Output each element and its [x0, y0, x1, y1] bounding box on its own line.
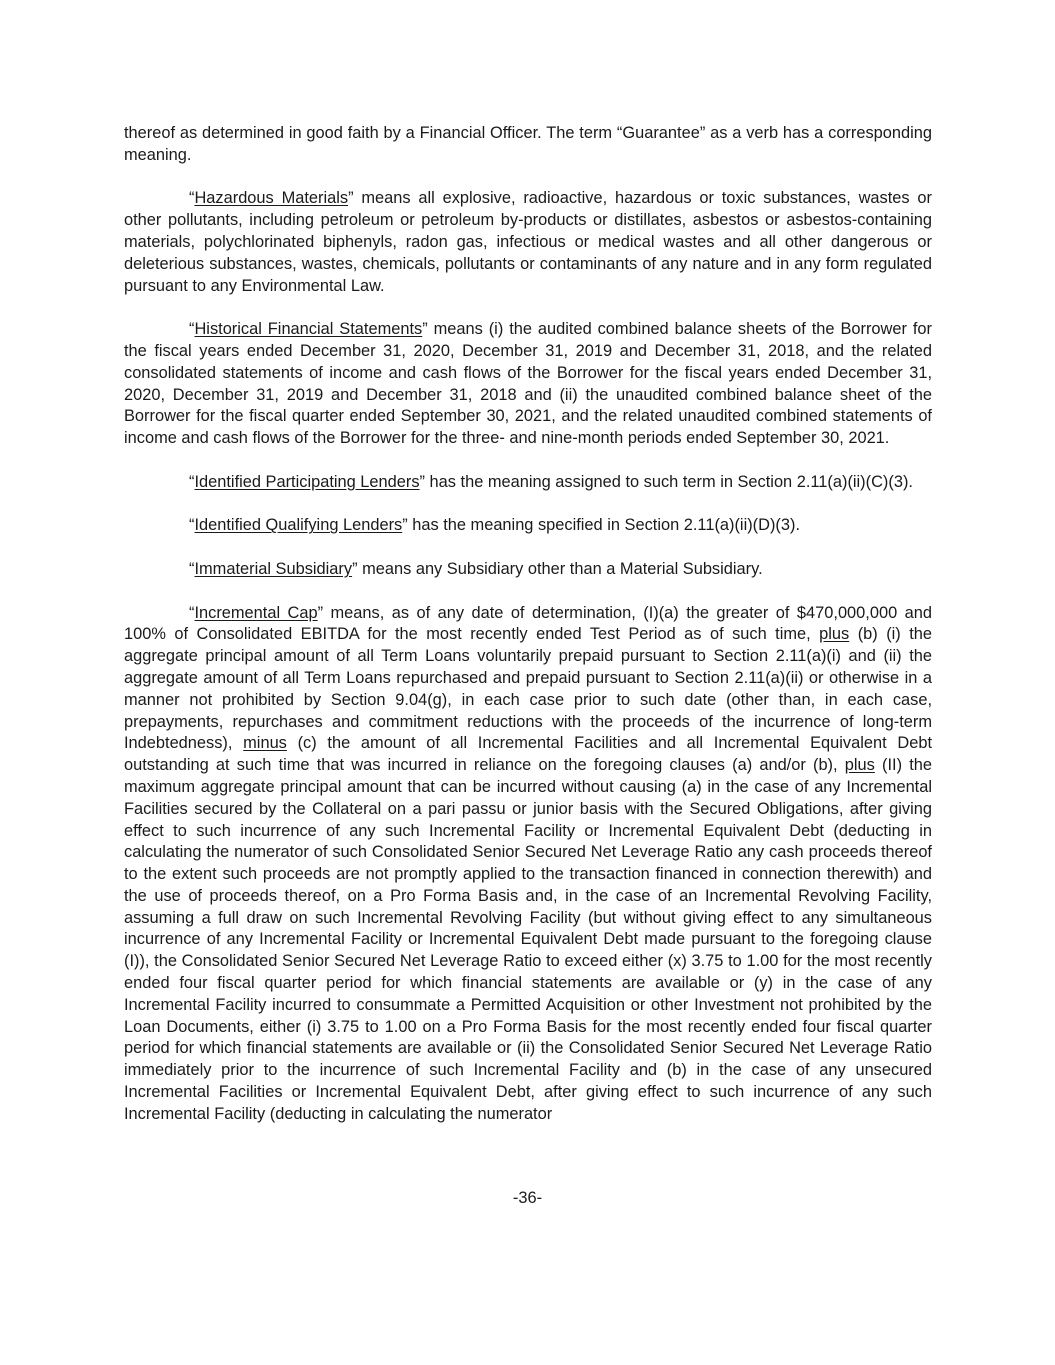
- definition-text: ” means all explosive, radioactive, hazardous or toxic substances, wastes or other pollutants, including petroleum or petroleum by-products or distillates, asbestos or asbestos-containing materials, polychlorinated biphenyls, radon gas, infectious or medical wastes and all other dangerous or deleterious substances, wastes, chemicals, pollutants or contaminants of any nature and in any form regulated pursuant to any Environmental Law.: [124, 189, 932, 295]
- document-body: [124, 123, 932, 1147]
- definition-text: ” has the meaning assigned to such term in Section 2.11(a)(ii)(C)(3).: [419, 472, 913, 491]
- definition-text-part-3: (c) the amount of all Incremental Facilities and all Incremental Equivalent Debt outstanding at such time that was incurred in reliance on the foregoing clauses (a) and/or (b),: [124, 734, 932, 775]
- keyword-plus: plus: [819, 625, 850, 644]
- definition-identified-participating-lenders: “Identified Participating Lenders” has the meaning assigned to such term in Section 2.11(a)(ii)(C)(3).: [189, 472, 913, 491]
- defined-term: Historical Financial Statements: [194, 320, 423, 339]
- keyword-plus: plus: [844, 756, 875, 775]
- definition-text: ” has the meaning specified in Section 2.11(a)(ii)(D)(3).: [402, 516, 801, 535]
- keyword-minus: minus: [243, 734, 287, 753]
- definition-immaterial-subsidiary: “Immaterial Subsidiary” means any Subsidiary other than a Material Subsidiary.: [189, 559, 763, 578]
- definition-incremental-cap: “Incremental Cap” means, as of any date of determination, (I)(a) the greater of $470,000,000 and 100% of Consolidated EBITDA for the most recently ended Test Period as of such time, plus (b) (i) the aggregate principal amount of all Term Loans voluntarily prepaid pursuant to Section 2.11(a)(i) and (ii) the aggregate amount of all Term Loans repurchased and prepaid pursuant to Section 2.11(a)(ii) or otherwise in a manner not prohibited by Section 9.04(g), in each case prior to such date (other than, in each case, prepayments, repurchases and commitment reductions with the proceeds of the incurrence of long-term Indebtedness), minus (c) the amount of all Incremental Facilities and all Incremental Equivalent Debt outstanding at such time that was incurred in reliance on the foregoing clauses (a) and/or (b), plus (II) the maximum aggregate principal amount that can be incurred without causing (a) in the case of any Incremental Facilities secured by the Collateral on a pari passu or junior basis with the Secured Obligations, after giving effect to such incurrence of any such Incremental Facility or Incremental Equivalent Debt (deducting in calculating the numerator of such Consolidated Senior Secured Net Leverage Ratio any cash proceeds thereof to the extent such proceeds are not promptly applied to the transaction financed in connection therewith) and the use of proceeds thereof, on a Pro Forma Basis and, in the case of an Incremental Revolving Facility, assuming a full draw on such Incremental Revolving Facility (but without giving effect to any simultaneous incurrence of any Incremental Facility or Incremental Equivalent Debt made pursuant to the foregoing clause (I)), the Consolidated Senior Secured Net Leverage Ratio to exceed either (x) 3.75 to 1.00 for the most recently ended four fiscal quarter period for which financial statements are available or (y) in the case of any Incremental Facility incurred to consummate a Permitted Acquisition or other Investment not prohibited by the Loan Documents, either (i) 3.75 to 1.00 on a Pro Forma Basis for the most recently ended four fiscal quarter period for which financial statements are available or (ii) the Consolidated Senior Secured Net Leverage Ratio immediately prior to the incurrence of such Incremental Facility and (b) in the case of any unsecured Incremental Facilities or Incremental Equivalent Debt, after giving effect to such incurrence of any such Incremental Facility (deducting in calculating the numerator: [124, 603, 932, 1123]
- page-number: -36-: [512, 1189, 543, 1207]
- definition-text: ” means (i) the audited combined balance sheets of the Borrower for the fiscal years ended December 31, 2020, December 31, 2019 and December 31, 2018, and the related consolidated statements of income and cash flows of the Borrower for the fiscal years ended December 31, 2020, December 31, 2019 and December 31, 2018 and (ii) the unaudited combined balance sheet of the Borrower for the fiscal quarter ended September 30, 2021, and the related unaudited combined statements of income and cash flows of the Borrower for the three- and nine-month periods ended September 30, 2021.: [124, 320, 932, 448]
- definition-text-part-4: (II) the maximum aggregate principal amount that can be incurred without causing (a) in the case of any Incremental Facilities secured by the Collateral on a pari passu or junior basis with the Secured Obligations, after giving effect to such incurrence of any such Incremental Facility or Incremental Equivalent Debt (deducting in calculating the numerator of such Consolidated Senior Secured Net Leverage Ratio any cash proceeds thereof to the extent such proceeds are not promptly applied to the transaction financed in connection therewith) and the use of proceeds thereof, on a Pro Forma Basis and, in the case of an Incremental Revolving Facility, assuming a full draw on such Incremental Revolving Facility (but without giving effect to any simultaneous incurrence of any Incremental Facility or Incremental Equivalent Debt made pursuant to the foregoing clause (I)), the Consolidated Senior Secured Net Leverage Ratio to exceed either (x) 3.75 to 1.00 for the most recently ended four fiscal quarter period for which financial statements are available or (y) in the case of any Incremental Facility incurred to consummate a Permitted Acquisition or other Investment not prohibited by the Loan Documents, either (i) 3.75 to 1.00 on a Pro Forma Basis for the most recently ended four fiscal quarter period for which financial statements are available or (ii) the Consolidated Senior Secured Net Leverage Ratio immediately prior to the incurrence of such Incremental Facility and (b) in the case of any unsecured Incremental Facilities or Incremental Equivalent Debt, after giving effect to such incurrence of any such Incremental Facility (deducting in calculating the numerator: [124, 756, 932, 1123]
- defined-term: Immaterial Subsidiary: [194, 559, 353, 578]
- defined-term: Identified Qualifying Lenders: [194, 516, 403, 535]
- paragraph-guarantee-continuation: [124, 123, 932, 167]
- paragraph-text: thereof as determined in good faith by a Financial Officer. The term “Guarantee” as a verb has a corresponding meaning.: [124, 124, 932, 164]
- definition-historical-financial-statements: “Historical Financial Statements” means (i) the audited combined balance sheets of the Borrower for the fiscal years ended December 31, 2020, December 31, 2019 and December 31, 2018, and the related consolidated statements of income and cash flows of the Borrower for the fiscal years ended December 31, 2020, December 31, 2019 and December 31, 2018 and (ii) the unaudited combined balance sheet of the Borrower for the fiscal quarter ended September 30, 2021, and the related unaudited combined statements of income and cash flows of the Borrower for the three- and nine-month periods ended September 30, 2021.: [124, 320, 932, 448]
- defined-term: Incremental Cap: [194, 603, 318, 622]
- definition-text: ” means any Subsidiary other than a Material Subsidiary.: [352, 559, 763, 578]
- definition-text-part-1: ” means, as of any date of determination, (I)(a) the greater of $470,000,000 and 100% of Consolidated EBITDA for the most recently ended Test Period as of such time,: [124, 603, 932, 644]
- definition-hazardous-materials: “Hazardous Materials” means all explosive, radioactive, hazardous or toxic substances, wastes or other pollutants, including petroleum or petroleum by-products or distillates, asbestos or asbestos-containing materials, polychlorinated biphenyls, radon gas, infectious or medical wastes and all other dangerous or deleterious substances, wastes, chemicals, pollutants or contaminants of any nature and in any form regulated pursuant to any Environmental Law.: [124, 189, 932, 295]
- definition-identified-qualifying-lenders: “Identified Qualifying Lenders” has the meaning specified in Section 2.11(a)(ii)(D)(3).: [189, 516, 801, 535]
- defined-term: Hazardous Materials: [194, 189, 349, 208]
- defined-term: Identified Participating Lenders: [194, 472, 420, 491]
- definition-text-part-2: (b) (i) the aggregate principal amount of all Term Loans voluntarily prepaid pursuant to Section 2.11(a)(i) and (ii) the aggregate amount of all Term Loans repurchased and prepaid pursuant to Section 2.11(a)(ii) or otherwise in a manner not prohibited by Section 9.04(g), in each case prior to such date (other than, in each case, prepayments, repurchases and commitment reductions with the proceeds of the incurrence of long-term Indebtedness),: [124, 625, 932, 753]
